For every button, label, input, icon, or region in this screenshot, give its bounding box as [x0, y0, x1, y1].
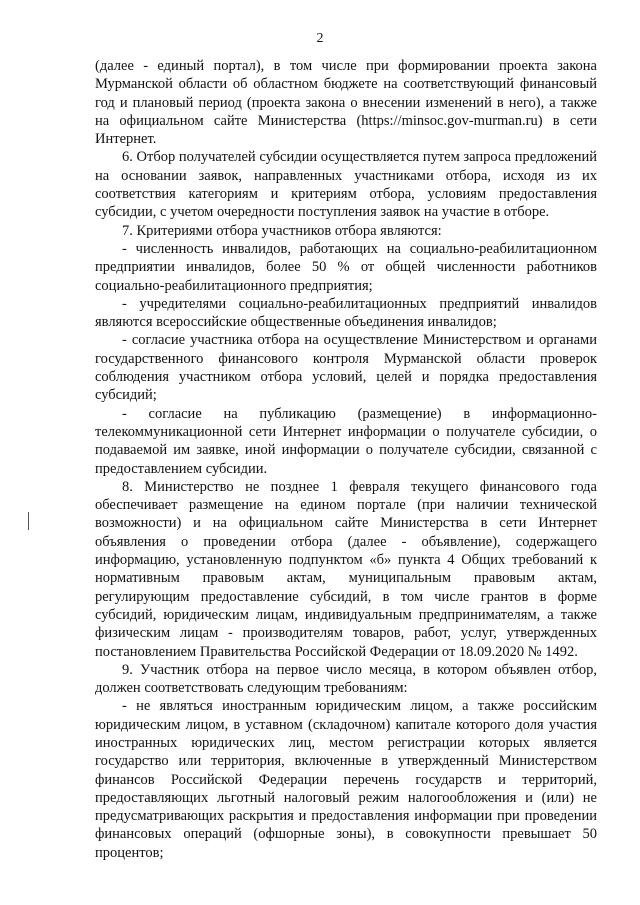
scan-margin-mark	[28, 512, 29, 530]
paragraph-criterion-consent-audit: - согласие участника отбора на осуществление Министерством и органами государственного финансового контроля Мурманской области проверок соблюдения участником отбора условий, целей и порядка предоставления субсидий;	[95, 332, 597, 404]
paragraph-criterion-founders: - учредителями социально-реабилитационных предприятий инвалидов являются всероссийские общественные объединения инвалидов;	[95, 295, 597, 331]
paragraph-requirement-foreign-entity: - не являться иностранным юридическим лицом, а также российским юридическим лицом, в уставном (складочном) капитале которого доля участия иностранных юридических лиц, местом регистрации которых является государство или территория, включенные в утвержденный Министерством финансов Российской Федерации перечень государств и территорий, предоставляющих льготный налоговый режим налогообложения и (или) не предусматривающих раскрытия и предоставления информации при проведении финансовых операций (офшорные зоны), в совокупности превышает 50 процентов;	[95, 698, 597, 861]
paragraph-item-6: 6. Отбор получателей субсидии осуществляется путем запроса предложений на основании заявок, направленных участниками отбора, исходя из их соответствия категориям и критериям отбора, условиям предоставления субсидии, с учетом очередности поступления заявок на участие в отборе.	[95, 149, 597, 221]
paragraph-portal-continuation: (далее - единый портал), в том числе при формировании проекта закона Мурманской области об областном бюджете на соответствующий финансовый год и плановый период (проекта закона о внесении изменений в него), а также на официальном сайте Министерства (https://minsoc.gov-murman.ru) в сети Интернет.	[95, 58, 597, 148]
paragraph-item-7: 7. Критериями отбора участников отбора являются:	[122, 222, 442, 239]
paragraph-criterion-disabled-count: - численность инвалидов, работающих на социально-реабилитационном предприятии инвалидов, более 50 % от общей численности работников социально-реабилитационного предприятия;	[95, 240, 597, 294]
paragraph-item-8: 8. Министерство не позднее 1 февраля текущего финансового года обеспечивает размещение на едином портале (при наличии технической возможности) и на официальном сайте Министерства в сети Интернет объявления о проведении отбора (далее - объявление), содержащего информацию, установленную подпунктом «б» пункта 4 Общих требований к нормативным правовым актам, муниципальным правовым актам, регулирующим предоставление субсидий, в том числе грантов в форме субсидий, юридическим лицам, индивидуальным предпринимателям, а также физическим лицам - производителям товаров, работ, услуг, утвержденных постановлением Правительства Российской Федерации от 18.09.2020 № 1492.	[95, 478, 597, 660]
document-body	[95, 57, 597, 862]
paragraph-item-9: 9. Участник отбора на первое число месяца, в котором объявлен отбор, должен соответствовать следующим требованиям:	[95, 661, 597, 697]
paragraph-criterion-consent-publication: - согласие на публикацию (размещение) в информационно-телекоммуникационной сети Интернет информации о получателе субсидии, о подаваемой им заявке, иной информации о получателе субсидии, связанной с предоставлением субсидии.	[95, 405, 597, 477]
page-number: 2	[316, 31, 324, 46]
